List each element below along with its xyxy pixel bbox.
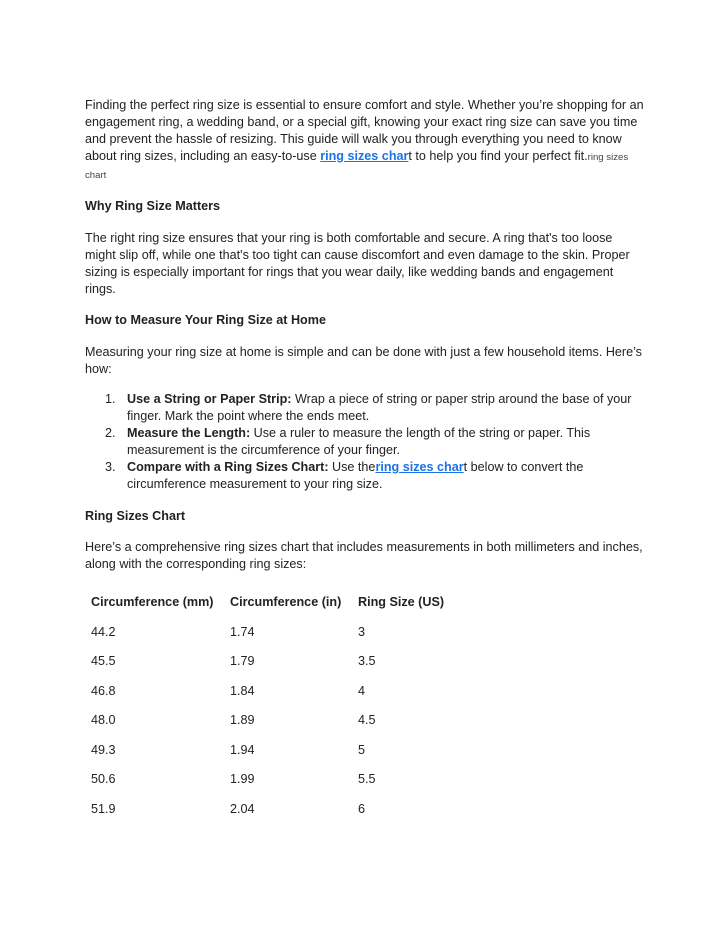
ring-sizes-chart-link[interactable]: ring sizes char — [320, 149, 409, 163]
table-cell: 46.8 — [91, 683, 116, 698]
intro-text: Finding the perfect ring size is essential to ensure comfort and style. Whether you’re shopping for an engagement ring, a wedding band, or a special gift, knowing your exact ring size can save you time and prevent the hassle of resizing. This guide will walk you through everything you need to know about ring sizes, including an easy-to-use — [85, 98, 644, 163]
why-heading: Why Ring Size Matters — [85, 199, 221, 213]
chart-heading: Ring Sizes Chart — [85, 509, 186, 523]
table-cell: 1.89 — [230, 713, 255, 728]
intro-text-end: t to help you find your perfect fit. — [408, 149, 588, 163]
list-item — [85, 391, 645, 425]
table-header-row — [85, 587, 478, 617]
column-header: Circumference (mm) — [91, 595, 214, 609]
table-cell: 2.04 — [230, 801, 255, 816]
step-title: Measure the Length: — [127, 426, 251, 440]
step-text: Use a ruler to measure the length of the string or paper. This measurement is the circumference of your finger. — [127, 426, 591, 457]
table-cell: 1.94 — [230, 742, 255, 757]
step-title: Use a String or Paper Strip: — [127, 392, 292, 406]
measure-paragraph: Measuring your ring size at home is simple and can be done with just a few household items. Here’s how: — [85, 345, 642, 376]
table-cell: 49.3 — [91, 742, 116, 757]
measure-steps-list — [85, 391, 645, 493]
list-item — [85, 459, 645, 493]
measure-heading: How to Measure Your Ring Size at Home — [85, 313, 326, 327]
table-cell: 51.9 — [91, 801, 116, 816]
step-title: Compare with a Ring Sizes Chart: — [127, 460, 329, 474]
table-cell: 6 — [358, 801, 366, 816]
list-number: 3. — [105, 460, 116, 474]
table-row — [85, 706, 478, 736]
step-text: Wrap a piece of string or paper strip around the base of your finger. Mark the point where the ends meet. — [127, 392, 632, 423]
table-row — [85, 676, 478, 706]
intro-small-note: ring sizes chart — [85, 152, 629, 181]
table-row — [85, 647, 478, 677]
table-row — [85, 794, 478, 824]
ring-sizes-table — [85, 587, 478, 824]
step-text: Use the — [328, 460, 376, 474]
ring-sizes-chart-link[interactable]: ring sizes char — [375, 460, 464, 474]
list-number: 1. — [105, 392, 116, 406]
table-cell: 3 — [358, 624, 366, 639]
table-cell: 50.6 — [91, 772, 116, 787]
table-cell: 45.5 — [91, 654, 116, 669]
table-row — [85, 735, 478, 765]
table-cell: 1.74 — [230, 624, 255, 639]
table-cell: 3.5 — [358, 654, 376, 669]
table-cell: 44.2 — [91, 624, 116, 639]
table-cell: 4 — [358, 683, 366, 698]
table-row — [85, 765, 478, 795]
table-cell: 5.5 — [358, 772, 376, 787]
table-cell: 48.0 — [91, 713, 116, 728]
table-cell: 1.84 — [230, 683, 255, 698]
chart-paragraph: Here’s a comprehensive ring sizes chart that includes measurements in both millimeters and inches, along with the corresponding ring sizes: — [85, 540, 643, 571]
why-paragraph: The right ring size ensures that your ring is both comfortable and secure. A ring that's too loose might slip off, while one that's too tight can cause discomfort and even damage to the skin. Proper sizing is especially important for rings that you wear daily, like wedding bands and engagement rings. — [85, 231, 630, 296]
table-cell: 1.99 — [230, 772, 255, 787]
step-text-end: t below to convert the circumference measurement to your ring size. — [127, 460, 584, 491]
table-cell: 1.79 — [230, 654, 255, 669]
list-item — [85, 425, 645, 459]
table-row — [85, 617, 478, 647]
column-header: Circumference (in) — [230, 595, 342, 609]
list-number: 2. — [105, 426, 116, 440]
intro-paragraph — [85, 97, 645, 184]
table-cell: 5 — [358, 742, 366, 757]
table-cell: 4.5 — [358, 713, 376, 728]
column-header: Ring Size (US) — [358, 595, 445, 609]
